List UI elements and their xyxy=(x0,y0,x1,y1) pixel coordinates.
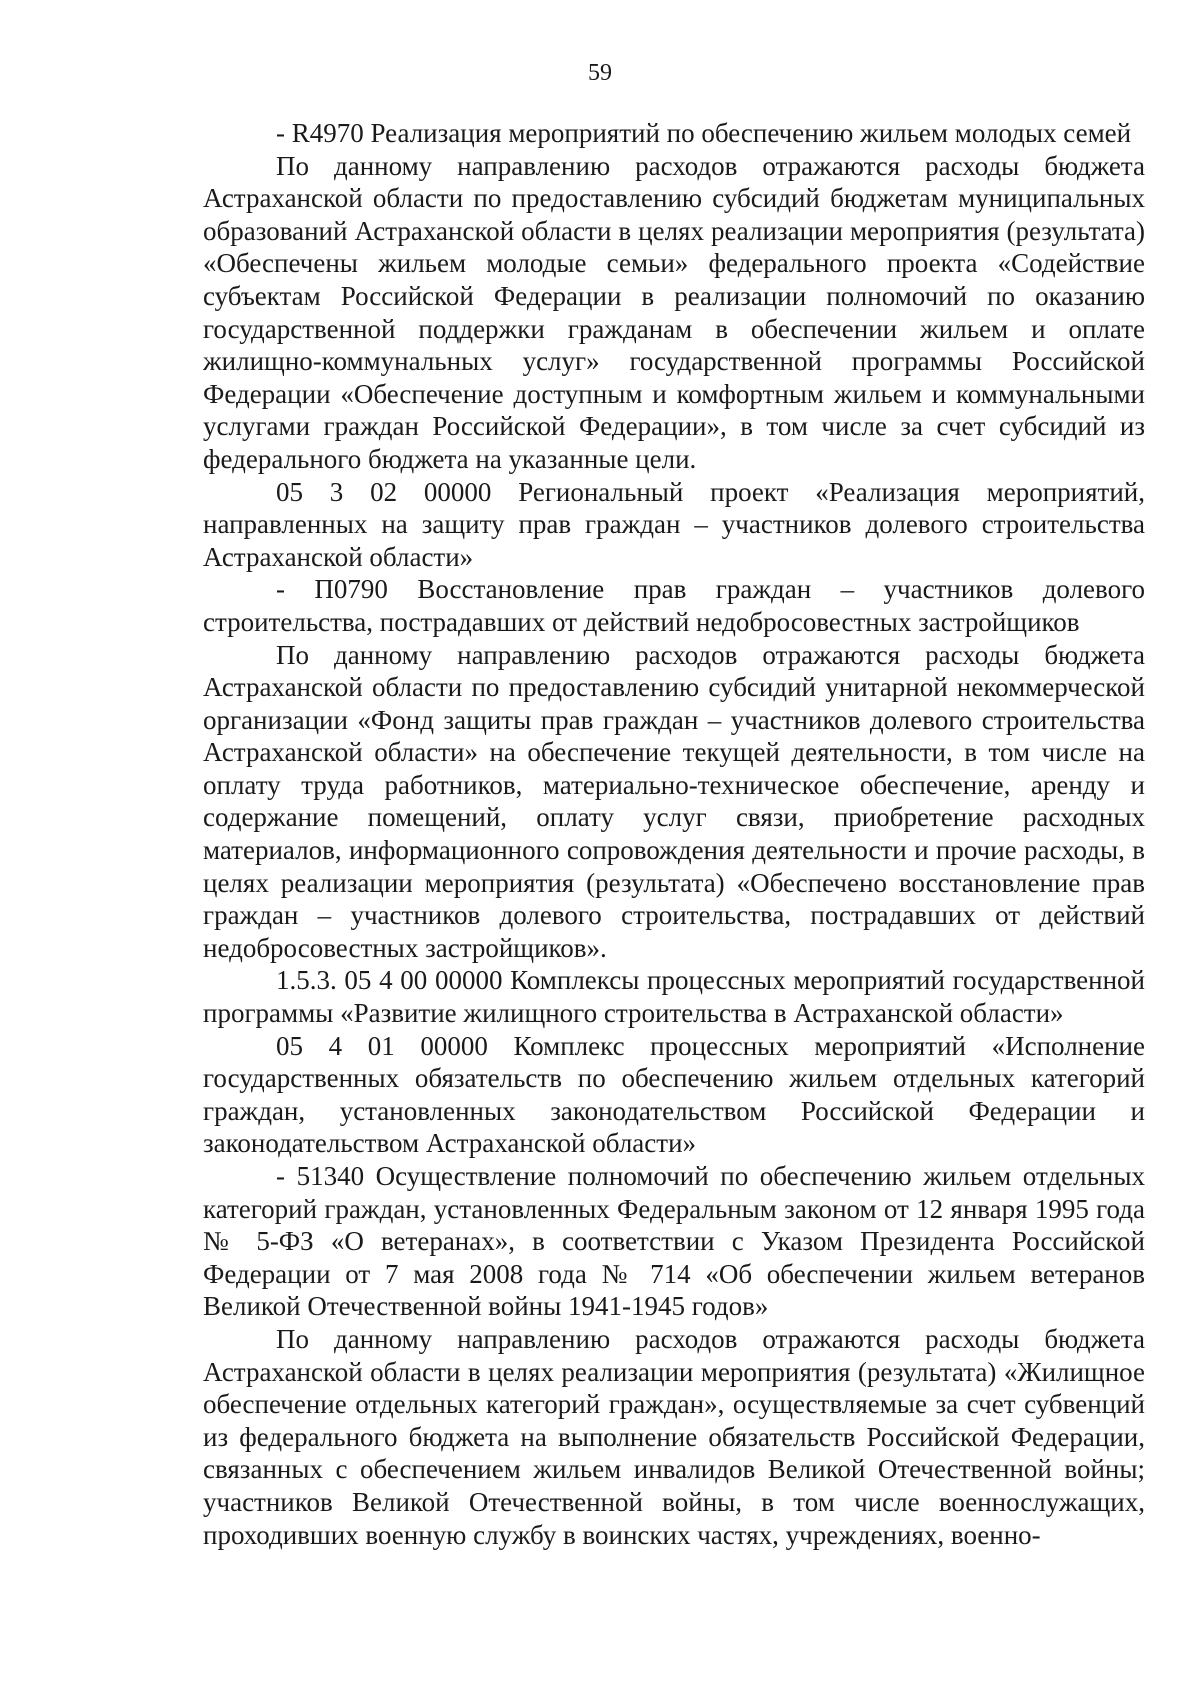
paragraph-p0790-description: По данному направлению расходов отражаются расходы бюджета Астраханской области по предоставлению субсидий унитарной некоммерческой организации «Фонд защиты прав граждан – участников долевого строительства Астраханской области» на обеспечение текущей деятельности, в том числе на оплату труда работников, материально-техническое обеспечение, аренду и содержание помещений, оплату услуг связи, приобретение расходных материалов, информационного сопровождения деятельности и прочие расходы, в целях реализации мероприятия (результата) «Обеспечено восстановление прав граждан – участников долевого строительства, пострадавших от действий недобросовестных застройщиков». xyxy=(203,639,1145,963)
paragraph-r4970-description: По данному направлению расходов отражаются расходы бюджета Астраханской области по предоставлению субсидий бюджетам муниципальных образований Астраханской области в целях реализации мероприятия (результата) «Обеспечены жильем молодые семьи» федерального проекта «Содействие субъектам Российской Федерации в реализации полномочий по оказанию государственной поддержки гражданам в обеспечении жильем и оплате жилищно-коммунальных услуг» государственной программы Российской Федерации «Обеспечение доступным и комфортным жильем и коммунальными услугами граждан Российской Федерации», в том числе за счет субсидий из федерального бюджета на указанные цели. xyxy=(203,150,1145,474)
paragraph-process-complex-heading: 05 4 01 00000 Комплекс процессных мероприятий «Исполнение государственных обязательств по обеспечению жильем отдельных категорий граждан, установленных законодательством Российской Федерации и законодательством Астраханской области» xyxy=(203,1030,1145,1159)
paragraph-p0790-heading: - П0790 Восстановление прав граждан – участников долевого строительства, пострадавших от действий недобросовестных застройщиков xyxy=(203,574,1145,637)
paragraph-regional-project-heading: 05 3 02 00000 Региональный проект «Реализация мероприятий, направленных на защиту прав граждан – участников долевого строительства Астраханской области» xyxy=(203,476,1145,572)
paragraph-r4970-heading: - R4970 Реализация мероприятий по обеспечению жильем молодых семей xyxy=(276,118,1132,148)
paragraph-51340-heading: - 51340 Осуществление полномочий по обеспечению жильем отдельных категорий граждан, установленных Федеральным законом от 12 января 1995 года № 5-ФЗ «О ветеранах», в соответствии с Указом Президента Российской Федерации от 7 мая 2008 года № 714 «Об обеспечении жильем ветеранов Великой Отечественной войны 1941-1945 годов» xyxy=(203,1161,1145,1322)
paragraph-51340-description: По данному направлению расходов отражаются расходы бюджета Астраханской области в целях реализации мероприятия (результата) «Жилищное обеспечение отдельных категорий граждан», осуществляемые за счет субвенций из федерального бюджета на выполнение обязательств Российской Федерации, связанных с обеспечением жильем инвалидов Великой Отечественной войны; участников Великой Отечественной войны, в том числе военнослужащих, проходивших военную службу в воинских частях, учреждениях, военно- xyxy=(203,1323,1145,1550)
paragraph-section-1-5-3: 1.5.3. 05 4 00 00000 Комплексы процессных мероприятий государственной программы «Развитие жилищного строительства в Астраханской области» xyxy=(203,965,1145,1029)
page-number: 59 xyxy=(588,60,612,86)
document-body xyxy=(203,117,1145,1551)
